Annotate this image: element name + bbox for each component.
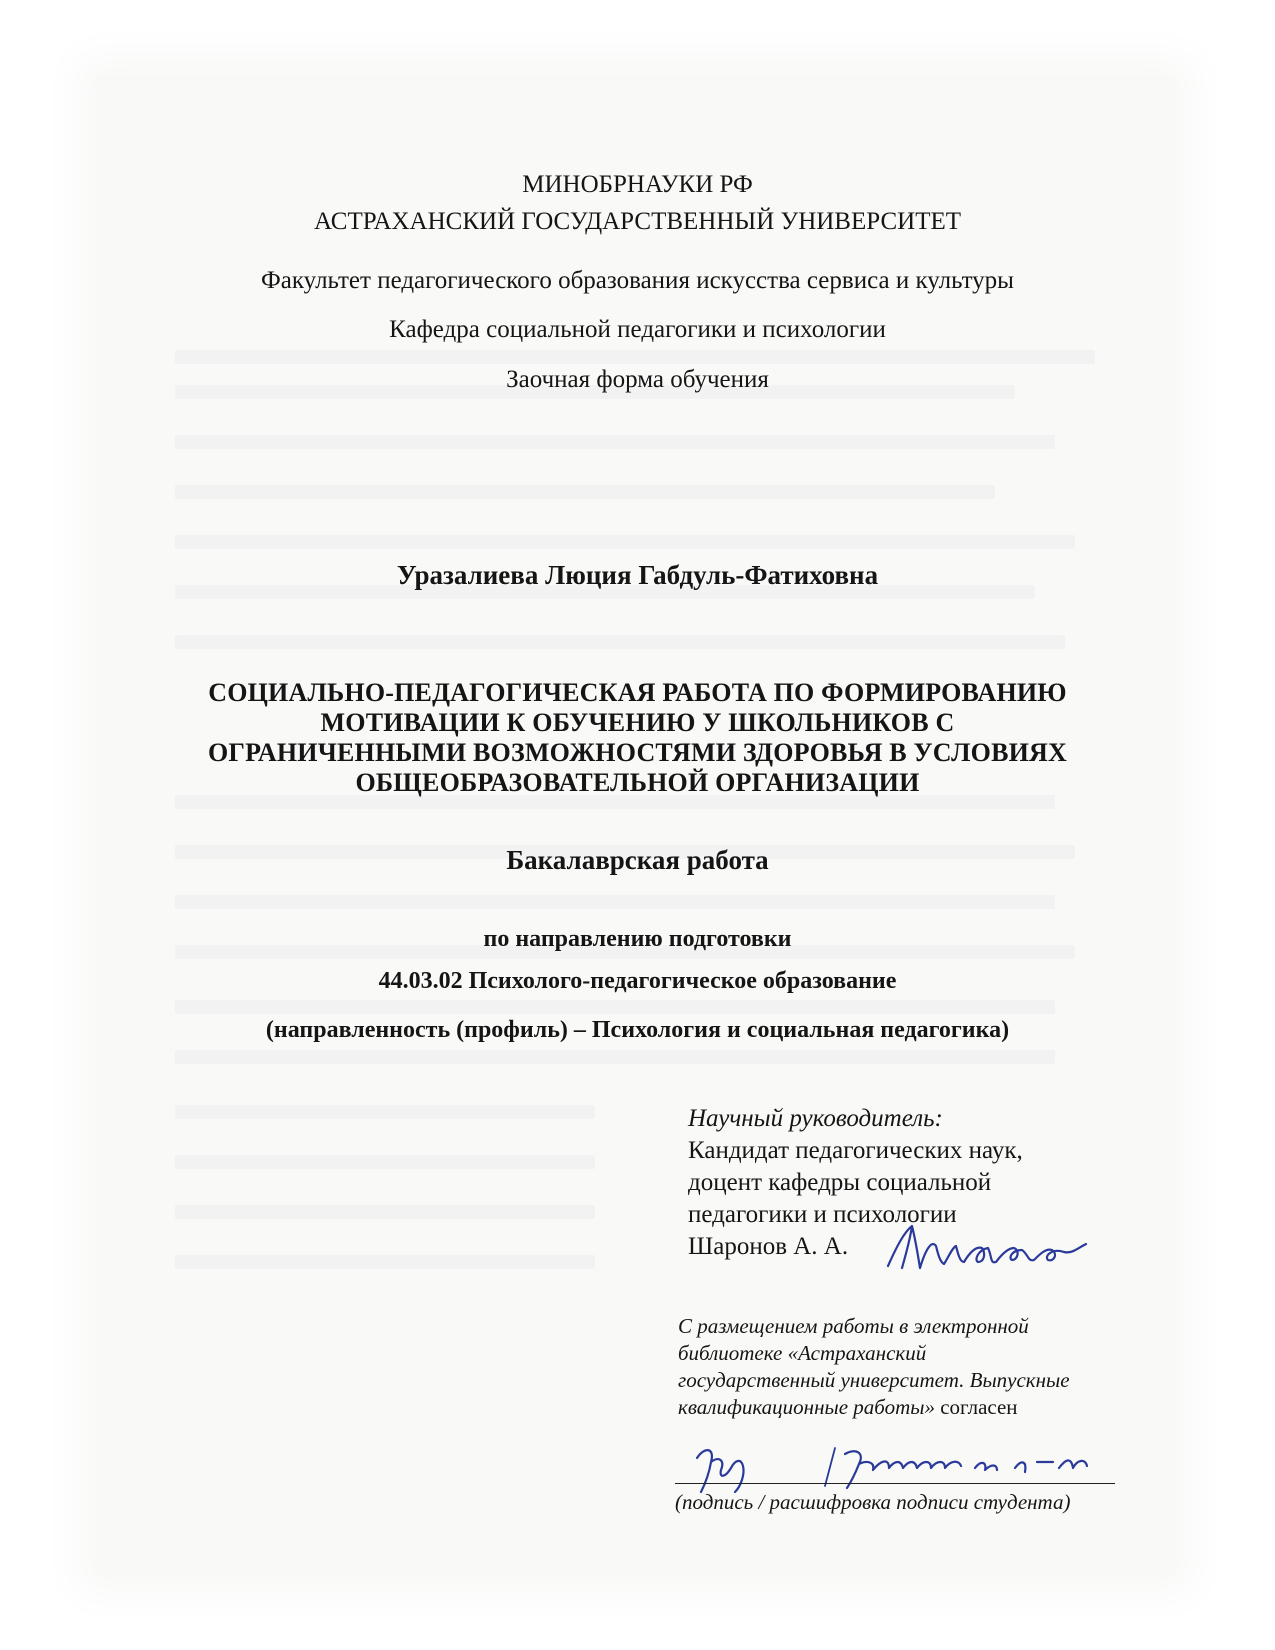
- consent-line: государственный университет. Выпускные: [678, 1368, 1070, 1392]
- consent-agree: согласен: [934, 1395, 1018, 1419]
- supervisor-degree: Кандидат педагогических наук,: [688, 1137, 1023, 1164]
- thesis-title-line: СОЦИАЛЬНО-ПЕДАГОГИЧЕСКАЯ РАБОТА ПО ФОРМИРОВАНИЮ: [208, 678, 1067, 707]
- signature-underline: [675, 1483, 1115, 1484]
- bleed-through-line: [175, 1255, 595, 1269]
- signature-caption: (подпись / расшифровка подписи студента): [675, 1490, 1071, 1514]
- supervisor-position: доцент кафедры социальной: [688, 1169, 992, 1196]
- thesis-title-line: ОБЩЕОБРАЗОВАТЕЛЬНОЙ ОРГАНИЗАЦИИ: [355, 768, 920, 797]
- thesis-title: [0, 678, 1275, 798]
- consent-line: С размещением работы в электронной: [678, 1314, 1029, 1338]
- bleed-through-line: [175, 485, 995, 499]
- ministry-name: МИНОБРНАУКИ РФ: [522, 171, 753, 198]
- bleed-through-line: [175, 1050, 1055, 1064]
- study-form: Заочная форма обучения: [506, 366, 769, 393]
- bleed-through-line: [175, 895, 1055, 909]
- supervisor-name: Шаронов А. А.: [688, 1233, 849, 1260]
- consent-statement: [678, 1313, 1138, 1421]
- thesis-title-line: МОТИВАЦИИ К ОБУЧЕНИЮ У ШКОЛЬНИКОВ С: [320, 708, 955, 737]
- student-signature: [675, 1438, 1135, 1498]
- consent-line: [678, 1394, 1138, 1421]
- consent-line: библиотеке «Астраханский: [678, 1341, 927, 1365]
- university-name: АСТРАХАНСКИЙ ГОСУДАРСТВЕННЫЙ УНИВЕРСИТЕТ: [313, 208, 962, 235]
- supervisor-label: Научный руководитель:: [688, 1105, 943, 1132]
- faculty-name: Факультет педагогического образования искусства сервиса и культуры: [261, 267, 1014, 294]
- supervisor-signature: [882, 1218, 1092, 1278]
- bleed-through-line: [175, 535, 1075, 549]
- bleed-through-line: [175, 1205, 595, 1219]
- bleed-through-line: [175, 635, 1065, 649]
- direction-code: 44.03.02 Психолого-педагогическое образование: [378, 968, 897, 994]
- direction-intro: по направлению подготовки: [483, 926, 792, 952]
- bleed-through-line: [175, 350, 1095, 364]
- bleed-through-line: [175, 1000, 1055, 1014]
- thesis-title-line: ОГРАНИЧЕННЫМИ ВОЗМОЖНОСТЯМИ ЗДОРОВЬЯ В УСЛОВИЯХ: [207, 738, 1068, 767]
- student-signature-area: [675, 1438, 1135, 1498]
- consent-line-italic: квалификационные работы»: [678, 1395, 935, 1419]
- bleed-through-line: [175, 435, 1055, 449]
- bleed-through-line: [175, 1105, 595, 1119]
- author-name: Уразалиева Люция Габдуль-Фатиховна: [396, 560, 879, 590]
- bleed-through-line: [175, 1155, 595, 1169]
- supervisor-position: педагогики и психологии: [688, 1201, 957, 1228]
- work-type: Бакалаврская работа: [506, 845, 769, 875]
- direction-profile: (направленность (профиль) – Психология и социальная педагогика): [265, 1017, 1010, 1043]
- department-name: Кафедра социальной педагогики и психологии: [389, 316, 886, 343]
